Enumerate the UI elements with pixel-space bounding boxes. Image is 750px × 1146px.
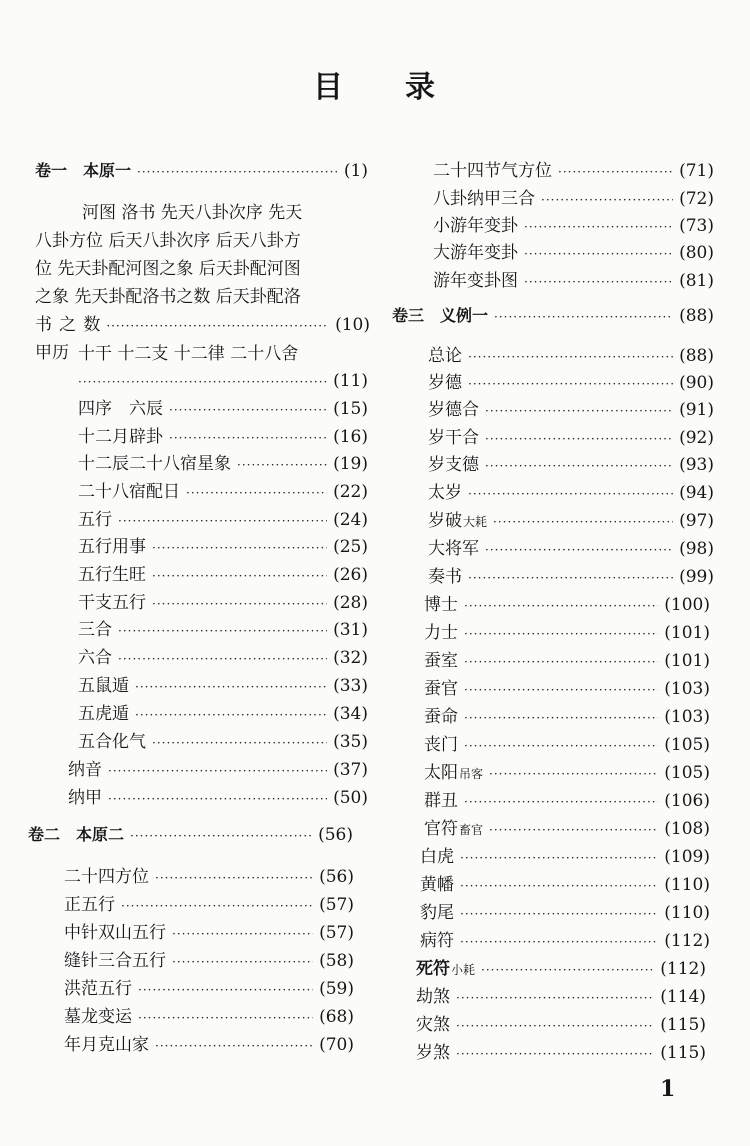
toc-entry-label: 五虎遁 — [78, 704, 129, 724]
toc-entry-label: 洪范五行 — [64, 979, 132, 999]
toc-leader-dots — [468, 346, 673, 368]
toc-entry-label: 岁德 — [428, 373, 462, 393]
toc-entry-label: 总论 — [428, 346, 462, 366]
toc-page-number: (25) — [333, 537, 368, 557]
toc-page-number: (88) — [679, 306, 714, 326]
toc-page-number: (80) — [679, 243, 714, 263]
toc-entry-label: 纳音 — [68, 760, 102, 780]
toc-entry[interactable] — [424, 622, 710, 645]
toc-entry-label: 大游年变卦 — [433, 243, 518, 263]
toc-entry-label: 蚕命 — [424, 707, 458, 727]
toc-page-number: (31) — [333, 620, 368, 640]
toc-entry[interactable] — [424, 678, 710, 701]
toc-page-number: (57) — [319, 895, 354, 915]
toc-entry-label: 八卦纳甲三合 — [433, 189, 535, 209]
toc-entry[interactable] — [428, 566, 714, 589]
toc-entry-label: 奏书 — [428, 567, 462, 587]
toc-leader-dots — [456, 1015, 654, 1037]
toc-entry-label: 蚕室 — [424, 651, 458, 671]
toc-entry[interactable] — [392, 305, 714, 328]
toc-leader-dots — [558, 161, 673, 183]
toc-page-number: (72) — [679, 189, 714, 209]
toc-entry[interactable] — [428, 372, 714, 395]
toc-leader-dots — [485, 400, 673, 422]
toc-entry-label: 小游年变卦 — [433, 216, 518, 236]
toc-page-number: (56) — [319, 867, 354, 887]
toc-entry-label: 正五行 — [64, 895, 115, 915]
toc-page-number: (91) — [679, 400, 714, 420]
toc-page-number: (90) — [679, 373, 714, 393]
toc-entry[interactable] — [424, 762, 710, 785]
toc-entry-label: 白虎 — [420, 847, 454, 867]
toc-page-number: (1) — [343, 161, 368, 181]
toc-entry-label: 太岁 — [428, 483, 462, 503]
toc-leader-dots — [489, 763, 658, 785]
toc-entry[interactable] — [433, 270, 714, 293]
toc-leader-dots — [524, 271, 673, 293]
toc-page-number: (100) — [664, 595, 710, 615]
toc-entry-label: 十二辰二十八宿星象 — [78, 454, 231, 474]
toc-leader-dots — [464, 595, 658, 617]
toc-entry-label: 病符 — [420, 931, 454, 951]
page-title: 目 录 — [313, 70, 437, 105]
toc-leader-dots — [464, 707, 658, 729]
toc-page-number: (112) — [660, 959, 706, 979]
toc-page-number: (101) — [664, 623, 710, 643]
toc-entry-label: 八卦方位 后天八卦次序 后天八卦方 — [35, 231, 301, 251]
toc-entry-label: 纳甲 — [68, 788, 102, 808]
toc-page-number: (24) — [333, 510, 368, 530]
toc-entry-label: 河图 洛书 先天八卦次序 先天 — [82, 203, 303, 223]
toc-entry-label: 十干 十二支 十二律 二十八舍 — [78, 344, 299, 364]
toc-entry[interactable] — [433, 160, 714, 183]
toc-page-number: (15) — [333, 399, 368, 419]
toc-entry[interactable] — [424, 818, 710, 841]
toc-leader-dots — [464, 623, 658, 645]
toc-entry[interactable] — [428, 538, 714, 561]
toc-entry-label: 岁干合 — [428, 428, 479, 448]
toc-entry-label: 岁支德 — [428, 455, 479, 475]
toc-entry-label: 四序 六辰 — [78, 399, 163, 419]
toc-entry-label: 太阳 — [424, 763, 458, 783]
toc-leader-dots — [460, 847, 658, 869]
toc-page-number: (37) — [333, 760, 368, 780]
toc-leader-dots — [464, 735, 658, 757]
toc-entry-label: 力士 — [424, 623, 458, 643]
toc-entry[interactable] — [420, 846, 710, 869]
toc-entry-label: 劫煞 — [416, 987, 450, 1007]
toc-entry[interactable] — [416, 1042, 706, 1065]
toc-entry-label: 岁煞 — [416, 1043, 450, 1063]
toc-leader-dots — [464, 679, 658, 701]
toc-leader-dots — [456, 987, 654, 1009]
toc-entry-label: 书之数 甲历 — [35, 315, 101, 363]
toc-entry-label: 五合化气 — [78, 732, 146, 752]
toc-entry-label: 缝针三合五行 — [64, 951, 166, 971]
toc-page-number: (16) — [333, 427, 368, 447]
toc-page-number: (114) — [660, 987, 706, 1007]
toc-entry-label: 卷二 本原二 — [28, 825, 125, 844]
toc-leader-dots — [464, 651, 658, 673]
toc-entry-label: 岁德合 — [428, 400, 479, 420]
toc-entry-label: 五行生旺 — [78, 565, 146, 585]
toc-leader-dots — [468, 483, 673, 505]
toc-entry-label: 岁破 — [428, 511, 462, 531]
toc-entry[interactable] — [416, 1014, 706, 1037]
toc-entry-label: 死符 — [416, 959, 450, 979]
toc-leader-dots — [494, 306, 673, 328]
toc-page-number: (88) — [679, 346, 714, 366]
toc-page-number: (59) — [319, 979, 354, 999]
toc-page-number: (68) — [319, 1007, 354, 1027]
toc-entry-label: 位 先天卦配河图之象 后天卦配河图 — [35, 259, 301, 279]
toc-page-number: (58) — [319, 951, 354, 971]
toc-entry-label: 六合 — [78, 648, 112, 668]
toc-entry-label: 中针双山五行 — [64, 923, 166, 943]
toc-entry-annotation: 小耗 — [451, 963, 476, 977]
toc-entry[interactable] — [424, 790, 710, 813]
toc-entry-label: 大将军 — [428, 539, 479, 559]
toc-page-number: (103) — [664, 679, 710, 699]
toc-leader-dots — [541, 189, 673, 211]
toc-leader-dots — [489, 819, 658, 841]
toc-page-number: (19) — [333, 454, 368, 474]
toc-entry[interactable] — [433, 188, 714, 211]
toc-page-number: (109) — [664, 847, 710, 867]
toc-page-number: (105) — [664, 735, 710, 755]
toc-page-number: (56) — [318, 825, 353, 845]
toc-entry[interactable] — [424, 734, 710, 757]
toc-page-number: (92) — [679, 428, 714, 448]
toc-entry-label: (10) — [335, 315, 370, 335]
toc-page-number: (71) — [679, 161, 714, 181]
toc-leader-dots — [493, 511, 673, 533]
page-number: 1 — [660, 1076, 676, 1102]
toc-page-number: (112) — [664, 931, 710, 951]
toc-page-number: (34) — [333, 704, 368, 724]
toc-page-number: (32) — [333, 648, 368, 668]
toc-entry-label: 二十八宿配日 — [78, 482, 180, 502]
toc-entry-label: 五行 — [78, 510, 112, 530]
toc-leader-dots — [468, 567, 673, 589]
toc-leader-dots — [481, 959, 654, 981]
toc-page-number: (26) — [333, 565, 368, 585]
toc-page-number: (35) — [333, 732, 368, 752]
toc-entry[interactable] — [428, 510, 714, 533]
toc-entry-label: 墓龙变运 — [64, 1007, 132, 1027]
toc-entry-label: 二十四方位 — [64, 867, 149, 887]
toc-page-number: (73) — [679, 216, 714, 236]
toc-entry-label: 黄幡 — [420, 875, 454, 895]
toc-entry-annotation: 大耗 — [463, 515, 488, 529]
toc-page-number: (106) — [664, 791, 710, 811]
toc-entry[interactable] — [428, 454, 714, 477]
toc-entry-label: 游年变卦图 — [433, 271, 518, 291]
toc-page-number: (115) — [660, 1015, 706, 1035]
toc-entry[interactable] — [424, 706, 710, 729]
toc-entry-label: 五行用事 — [78, 537, 146, 557]
toc-entry-label: 豹尾 — [420, 903, 454, 923]
toc-entry[interactable] — [424, 650, 710, 673]
toc-page-number: (33) — [333, 676, 368, 696]
toc-entry-label: 博士 — [424, 595, 458, 615]
toc-entry-label: 蚕官 — [424, 679, 458, 699]
toc-entry-label: 年月克山家 — [64, 1035, 149, 1055]
toc-page-number: (105) — [664, 763, 710, 783]
toc-entry[interactable] — [416, 958, 706, 981]
toc-page-number: (110) — [664, 875, 710, 895]
toc-page-number: (98) — [679, 539, 714, 559]
toc-leader-dots — [485, 428, 673, 450]
toc-entry-label: 二十四节气方位 — [433, 161, 552, 181]
toc-leader-dots — [456, 1043, 654, 1065]
toc-entry-label: 干支五行 — [78, 593, 146, 613]
toc-leader-dots — [464, 791, 658, 813]
toc-entry-label: 十二月辟卦 — [78, 427, 163, 447]
toc-entry[interactable] — [428, 427, 714, 450]
toc-entry[interactable] — [428, 345, 714, 368]
toc-page-number: (22) — [333, 482, 368, 502]
toc-entry[interactable] — [433, 215, 714, 238]
toc-entry-annotation: 吊客 — [459, 767, 484, 781]
toc-page-number: (81) — [679, 271, 714, 291]
toc-leader-dots — [460, 903, 658, 925]
toc-entry-label: 之象 先天卦配洛书之数 后天卦配洛 — [35, 287, 301, 307]
toc-page-number: (99) — [679, 567, 714, 587]
toc-entry-label: 卷三 义例一 — [392, 306, 489, 325]
toc-page-number: (50) — [333, 788, 368, 808]
toc-entry[interactable] — [428, 399, 714, 422]
toc-leader-dots — [524, 216, 673, 238]
toc-leader-dots — [460, 875, 658, 897]
toc-leader-dots — [468, 373, 673, 395]
toc-page-number: (108) — [664, 819, 710, 839]
toc-leader-dots — [485, 455, 673, 477]
toc-entry-label: 卷一 本原一 — [35, 161, 132, 180]
toc-entry-label: 群丑 — [424, 791, 458, 811]
toc-leader-dots — [460, 931, 658, 953]
toc-leader-dots — [524, 243, 673, 265]
toc-page-number: (110) — [664, 903, 710, 923]
toc-page-number: (94) — [679, 483, 714, 503]
toc-entry[interactable] — [428, 482, 714, 505]
toc-entry-label: 官符 — [424, 819, 458, 839]
toc-page-number: (101) — [664, 651, 710, 671]
toc-entry-label: 五鼠遁 — [78, 676, 129, 696]
toc-entry-label: 丧门 — [424, 735, 458, 755]
toc-entry-annotation: 畜官 — [459, 823, 484, 837]
toc-page-number: (57) — [319, 923, 354, 943]
toc-page-number: (103) — [664, 707, 710, 727]
toc-entry-label: 三合 — [78, 620, 112, 640]
toc-entry[interactable] — [416, 986, 706, 1009]
toc-entry-label: 灾煞 — [416, 1015, 450, 1035]
toc-page-number: (11) — [333, 371, 368, 391]
toc-leader-dots — [485, 539, 673, 561]
toc-entry[interactable] — [424, 594, 710, 617]
toc-entry[interactable] — [420, 902, 710, 925]
toc-page-number: (115) — [660, 1043, 706, 1063]
toc-page-number: (97) — [679, 511, 714, 531]
toc-entry[interactable] — [420, 930, 710, 953]
toc-entry[interactable] — [433, 242, 714, 265]
toc-page-number: (70) — [319, 1035, 354, 1055]
toc-page-number: (93) — [679, 455, 714, 475]
toc-entry[interactable] — [420, 874, 710, 897]
toc-page-number: (28) — [333, 593, 368, 613]
